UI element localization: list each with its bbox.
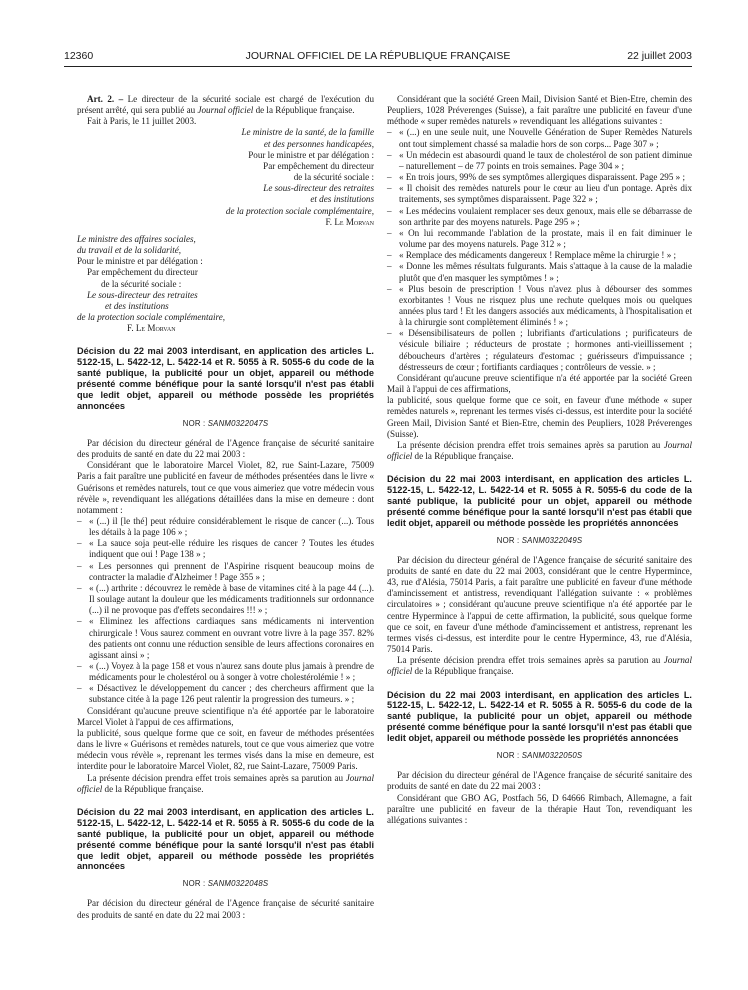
claim-item: – « Eliminez les affections cardiaques sans médicaments ni intervention chirurgicale ! Vous saurez comment en ouvrant votre livre à la page 357. 82% des patients ont connu une réduction sensible de leurs affections coronaires en agissant ainsi » ; [77,616,374,661]
signature-line: de la protection sociale complémentaire, [225,205,374,216]
nor-label: NOR : [496,751,520,761]
claim-item: – « La sauce soja peut-elle réduire les risques de cancer ? Toutes les études indiquent que oui ! Page 138 » ; [77,538,374,560]
decision-title-4: Décision du 22 mai 2003 interdisant, en application des articles L. 5122-15, L. 5422-12, L. 5422-14 et R. 5055 à R. 5055-6 du code de la santé publique, la publicité pour un objet, appareil ou méthode présenté comme bénéfique pour la santé lorsqu'il n'est pas établi que ledit objet, appareil ou méthode possède les propriétés annoncées [387,689,692,744]
claim-item: – « On lui recommande l'ablation de la prostate, mais il en fait diminuer le volume par des moyens naturels. Page 312 » ; [387,228,692,250]
effect-text-end: de la République française. [414,666,514,677]
effect-text: La présente décision prendra effet trois semaines après sa parution au [87,772,344,783]
signature-line: du travail et de la solidarité, [77,245,182,256]
signature-line: Le ministre de la santé, de la famille [241,127,374,138]
journal-officiel-ref: Journal officiel [197,105,254,116]
signature-line: et des institutions [105,300,169,311]
effect-text-end: de la République française. [414,451,514,461]
green-mail-para-b: la publicité, sous quelque forme que ce soit, en faveur d'une méthode « super remèdes naturels », reprenant les termes visés ci-dessus, est interdite pour la société Green Mail, Division Santé et Bien-Etre, chemin des Peupliers, 1028 Préverenges (Suisse). [387,395,692,439]
green-mail-claims [387,127,692,372]
signature-line: Le sous-directeur des retraites [87,289,198,300]
page-number: 12360 [64,50,94,62]
article-2-text-end: de la République française. [255,105,355,116]
signature-line: de la sécurité sociale : [293,172,374,183]
effect-text-end: de la République française. [104,783,204,794]
decision-4-para-1: Par décision du directeur général de l'Agence française de sécurité sanitaire des produits de santé en date du 22 mai 2003 : [387,770,692,792]
journal-officiel-ref: Journal officiel [77,772,374,794]
signature-block-2 [77,234,374,334]
article-2-text: Le directeur de la sécurité sociale est chargé de l'exécution du présent arrêté, qui sera publié au [77,94,374,116]
article-2-label: Art. 2. – [87,94,124,104]
nor-label: NOR : [182,879,206,889]
claim-item: – « Plus besoin de prescription ! Vous n'avez plus à débourser des sommes exorbitantes ! Vous ne risquez plus une rechute quelques mois ou quelques années plus tard ! Et les dangers associés aux médicaments, à l'hospitalisation et à la chirurgie sont complètement éliminés ! » ; [387,284,692,329]
page-header [64,50,692,66]
nor-reference-3 [387,535,692,546]
claim-item: – « Remplace des médicaments dangereux ! Remplace même la chirurgie ! » ; [387,250,692,261]
nor-label: NOR : [182,418,206,428]
claim-item: – « Désensibilisateurs de pollen ; lubrifiants d'articulations ; purificateurs de vésicule biliaire ; réducteurs de prostate ; hormones anti-vieillissement ; déboucheurs d'artères ; régulateurs d'estomac ; guérisseurs d'impuissance ; déstresseurs de cœur ; fortifiants cardiaques ; contrôleurs de vessie. » ; [387,328,692,373]
decision-title-3: Décision du 22 mai 2003 interdisant, en application des articles L. 5122-15, L. 5422-12, L. 5422-14 et R. 5055 à R. 5055-6 du code de la santé publique, la publicité pour un objet, appareil ou méthode présenté comme bénéfique pour la santé lorsqu'il n'est pas établi que ledit objet, appareil ou méthode possède les propriétés annoncées [387,474,692,528]
decision-3-para-1: Par décision du directeur général de l'Agence française de sécurité sanitaire des produits de santé en date du 22 mai 2003, considérant que le centre Hypermince, 43, rue d'Alésia, 75014 Paris, a fait paraître une publicité en faveur d'une méthode d'amincissement et antistress, revendiquant l'allégation suivante : « problèmes circulatoires » ; considérant qu'aucune preuve scientifique n'a été apportée par le centre Hypermince à l'appui de cette affirmation, la publicité, sous quelque forme que ce soit, en faveur d'une méthode d'amincissement et antistress, reprenant les termes visés ci-dessus, est interdite pour le centre Hypermince, 43, rue d'Alésia, 75014 Paris. [387,554,692,655]
journal-officiel-ref: Journal officiel [387,439,692,461]
decision-1-para-5 [77,773,374,795]
decision-1-para-1: Par décision du directeur général de l'Agence française de sécurité sanitaire des produits de santé en date du 22 mai 2003 : [77,437,374,460]
claim-item: – « (...) Voyez à la page 158 et vous n'aurez sans doute plus jamais à prendre de médicaments pour le cholestérol ou à songer à votre cholestérolémie ! » ; [77,661,374,683]
decision-3-para-2 [387,655,692,677]
nor-reference-4 [387,750,692,761]
nor-reference-2 [77,878,374,889]
green-mail-para-c [387,440,692,462]
effect-text: La présente décision prendra effet trois semaines après sa parution au [397,655,661,666]
nor-reference-1 [77,418,374,429]
nor-code: SANM0322048S [207,879,269,889]
green-mail-intro: Considérant que la société Green Mail, Division Santé et Bien-Etre, chemin des Peupliers, 1028 Préverenges (Suisse), a fait paraître une publicité en faveur d'une méthode « super remèdes naturels » revendiquant les allégations suivantes : [387,94,692,127]
issue-date: 22 juillet 2003 [627,50,692,62]
signature-line: Le sous-directeur des retraites [263,183,374,194]
signature-line: Pour le ministre et par délégation : [248,149,374,160]
article-2 [77,94,374,116]
effect-text: La présente décision prendra effet trois semaines après sa parution au [397,439,661,450]
signature-line: Par empêchement du directeur [263,160,374,171]
decision-1-para-4: la publicité, sous quelque forme que ce soit, en faveur de méthodes présentées dans le livre « Guérisons et remèdes naturels, tout ce que vous aimeriez que votre médecin vous révèle », reprenant les termes visés dans la mise en demeure, est interdite pour le laboratoire Marcel Violet, 82, rue Saint-Lazare, 75009 Paris. [77,727,374,772]
nor-code: SANM0322049S [521,535,583,545]
claim-item: – « (...) en une seule nuit, une Nouvelle Génération de Super Remèdes Naturels ont tout simplement chassé sa maladie hors de son corps... Page 307 » ; [387,127,692,149]
signature-line: Pour le ministre et par délégation : [77,256,203,267]
green-mail-para-a: Considérant qu'aucune preuve scientifique n'a été apportée par la société Green Mail à l'appui de ces affirmations, [387,372,692,395]
claim-item: – « Les médecins voulaient remplacer ses deux genoux, mais elle se débarrasse de son arthrite par des moyens naturels. Page 295 » ; [387,206,692,228]
claim-item: – « Il choisit des remèdes naturels pour le cœur au lieu d'un pontage. Après dix traitements, ses symptômes disparaissent. Page 322 » ; [387,183,692,205]
signature-line: F. Le Morvan [325,216,374,227]
decision-2-para-1: Par décision du directeur général de l'Agence française de sécurité sanitaire des produits de santé en date du 22 mai 2003 : [77,898,374,920]
signature-line: F. Le Morvan [127,323,176,334]
claim-item: – « En trois jours, 99% de ses symptômes allergiques disparaissent. Page 295 » ; [387,172,692,183]
decision-4-para-2: Considérant que GBO AG, Postfach 56, D 64666 Rimbach, Allemagne, a fait paraître une publicité en faveur de la thérapie Haut Ton, revendiquant les allégations suivantes : [387,792,692,825]
journal-officiel-ref: Journal officiel [387,655,692,677]
decision-title-1: Décision du 22 mai 2003 interdisant, en application des articles L. 5122-15, L. 5422-12, L. 5422-14 et R. 5055 à R. 5055-6 du code de la santé publique, la publicité pour un objet, appareil ou méthode présenté comme bénéfique pour la santé lorsqu'il n'est pas établi que ledit objet, appareil ou méthode possède les propriétés annoncées [77,346,374,411]
right-column [387,94,692,826]
done-at: Fait à Paris, le 11 juillet 2003. [87,116,197,127]
left-column [77,94,374,921]
nor-label: NOR : [496,535,520,545]
nor-code: SANM0322047S [207,418,269,428]
signature-line: et des personnes handicapées, [263,138,374,149]
decision-1-claims [77,516,374,706]
claim-item: – « (...) arthrite : découvrez le remède à base de vitamines cité à la page 44 (...). Il soulage autant la douleur que les médicaments traditionnels sur ordonnance (...) il ne provoque pas d'effets secondaires !!! » ; [77,583,374,616]
header-rule [64,66,692,67]
decision-1-para-3: Considérant qu'aucune preuve scientifique n'a été apportée par le laboratoire Marcel Violet à l'appui de ces affirmations, [77,705,374,727]
claim-item: – « (...) il [le thé] peut réduire considérablement le risque de cancer (...). Tous les détails à la page 106 » ; [77,516,374,538]
claim-item: – « Donne les mêmes résultats fulgurants. Mais s'attaque à la cause de la maladie plutôt que d'en masquer les symptômes ! » ; [387,261,692,283]
signature-line: de la protection sociale complémentaire, [77,311,226,322]
signature-line: de la sécurité sociale : [101,278,182,289]
decision-title-2: Décision du 22 mai 2003 interdisant, en application des articles L. 5122-15, L. 5422-12, L. 5422-14 et R. 5055 à R. 5055-6 du code de la santé publique, la publicité pour un objet, appareil ou méthode présenté comme bénéfique pour la santé lorsqu'il n'est pas établi que ledit objet, appareil ou méthode possède les propriétés annoncées [77,806,374,872]
signature-line: et des institutions [310,194,374,205]
nor-code: SANM0322050S [521,751,583,761]
claim-item: – « Les personnes qui prennent de l'Aspirine risquent beaucoup moins de contracter la maladie d'Alzheimer ! Page 355 » ; [77,561,374,583]
journal-title: JOURNAL OFFICIEL DE LA RÉPUBLIQUE FRANÇAISE [245,50,511,62]
claim-item: – « Désactivez le développement du cancer ; des chercheurs affirment que la substance citée à la page 126 peut ralentir la progression des tumeurs. » ; [77,683,374,705]
decision-1-para-2: Considérant que le laboratoire Marcel Violet, 82, rue Saint-Lazare, 75009 Paris a fait paraître une publicité en faveur de méthodes présentées dans le livre « Guérisons et remèdes naturels, tout ce que vous aimeriez que votre médecin vous révèle », revendiquant les allégations détaillées dans la mise en demeure : dont notamment : [77,460,374,515]
signature-line: Le ministre des affaires sociales, [77,233,196,244]
signature-block-1 [77,127,374,227]
claim-item: – « Un médecin est abasourdi quand le taux de cholestérol de son patient diminue – naturellement – de 77 points en trois semaines. Page 304 » ; [387,150,692,172]
signature-line: Par empêchement du directeur [87,267,198,278]
